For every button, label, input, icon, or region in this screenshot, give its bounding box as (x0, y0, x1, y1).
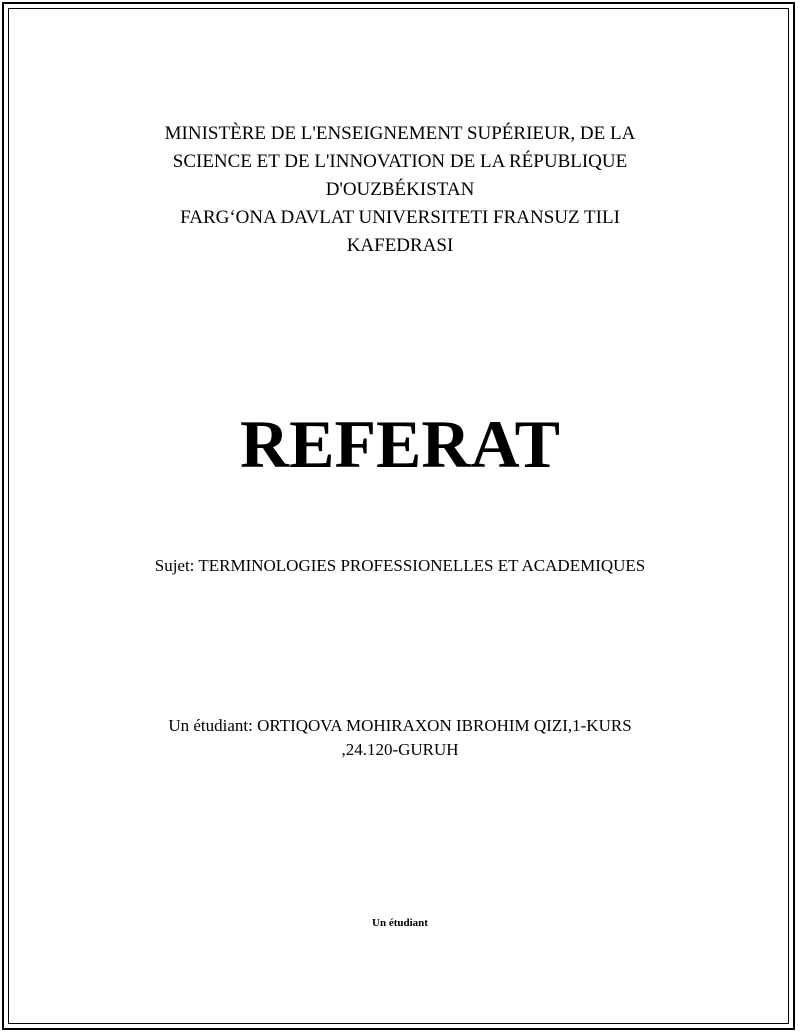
ministry-header (0, 120, 800, 260)
ministry-line-2: SCIENCE ET DE L'INNOVATION DE LA RÉPUBLIQUE (172, 151, 628, 172)
document-title: REFERAT (240, 406, 560, 482)
ministry-line-1: MINISTÈRE DE L'ENSEIGNEMENT SUPÉRIEUR, DE LA (164, 123, 636, 144)
ministry-line-3: D'OUZBÉKISTAN (325, 179, 475, 200)
university-line-2: KAFEDRASI (346, 235, 454, 256)
student-line-2: ,24.120-GURUH (341, 740, 459, 759)
student-info (0, 714, 800, 762)
student-line-1: Un étudiant: ORTIQOVA MOHIRAXON IBROHIM QIZI,1-KURS (168, 716, 632, 735)
university-line-1: FARG‘ONA DAVLAT UNIVERSITETI FRANSUZ TILI (180, 207, 620, 228)
footer-note: Un étudiant (372, 917, 428, 929)
subject-line: Sujet: TERMINOLOGIES PROFESSIONELLES ET ACADEMIQUES (154, 556, 646, 575)
